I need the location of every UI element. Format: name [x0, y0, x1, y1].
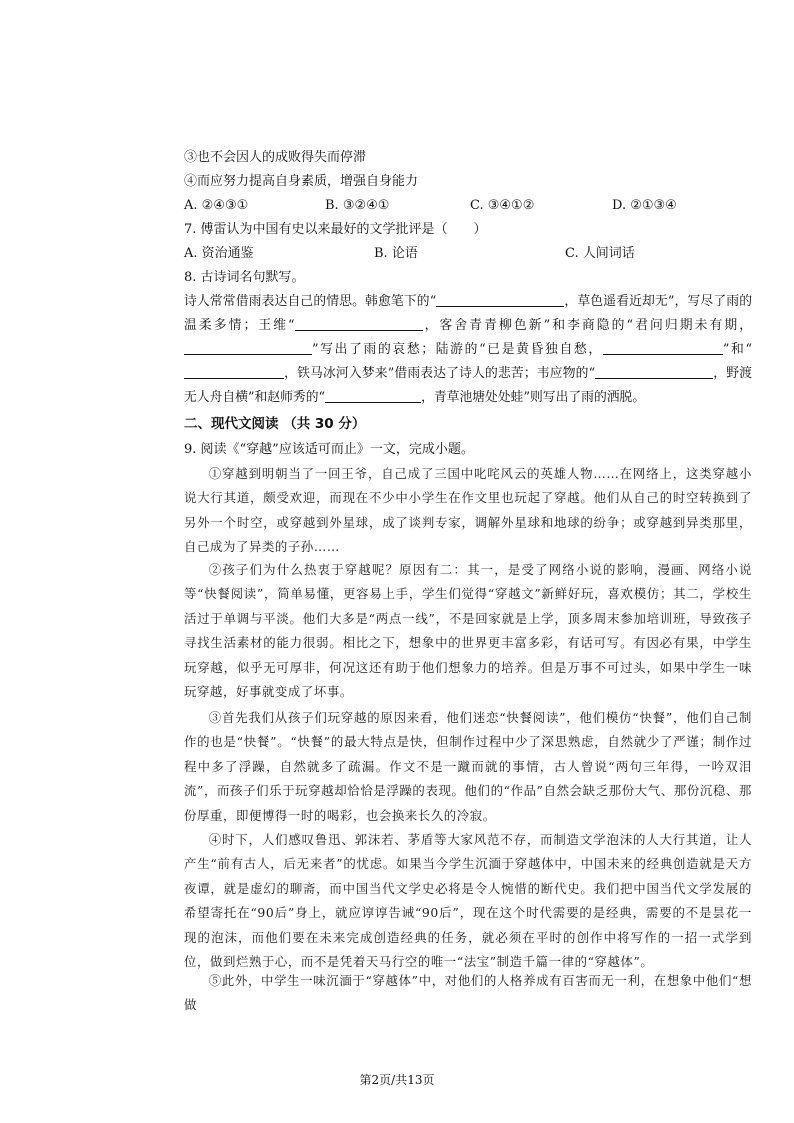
- answer-blank-4[interactable]: [603, 340, 723, 355]
- q6-option-d: D. ②①③④: [612, 198, 677, 213]
- q8-stem: 8. 古诗词名句默写。: [184, 270, 305, 285]
- answer-blank-3[interactable]: [184, 340, 312, 355]
- answer-blank-2[interactable]: [295, 316, 423, 331]
- q6-options: [184, 198, 684, 214]
- q9-paragraph-5: ⑤此外，中学生一味沉湎于“穿越体”中，对他们的人格养成有百害而无一利，在想象中他们“想做: [184, 973, 752, 1013]
- q9-paragraph-2: ②孩子们为什么热衷于穿越呢？原因有二：其一，是受了网络小说的影响，漫画、网络小说等“快餐阅读”，简单易懂，更容易上手，学生们觉得“穿越文”新鲜好玩，喜欢模仿；其二，学校生活过于单调与平淡。他们大多是“两点一线”，不是回家就是上学，顶多周末参加培训班，导致孩子寻找生活素材的能力很弱。相比之下，想象中的世界更丰富多彩，有话可写。有因必有果，中学生玩穿越，似乎无可厚非，何况这还有助于他们想象力的培养。但是万事不可过头，如果中学生一味玩穿越，好事就变成了坏事。: [184, 562, 752, 700]
- q9-paragraph-1: ①穿越到明朝当了一回王爷，自己成了三国中叱咤风云的英雄人物……在网络上，这类穿越小说大行其道，颇受欢迎，而现在不少中小学生在作文里也玩起了穿越。他们从自己的时空转换到了另外一个时空，或穿越到外星球，成了谈判专家，调解外星球和地球的纷争；或穿越到异类那里，自己成为了异类的子孙……: [184, 466, 752, 555]
- page-number-footer: 第2页/共13页: [359, 1073, 435, 1087]
- q7-options: [184, 246, 684, 262]
- q9-paragraph-4: ④时下，人们感叹鲁迅、郭沫若、茅盾等大家风范不存，而制造文学泡沫的人大行其道，让人产生“前有古人，后无来者”的忧虑。如果当今学生沉湎于穿越体中，中国未来的经典创造就是天方夜谭，就是虚幻的聊斋，而中国当代文学史必将是令人惋惜的断代史。我们把中国当代文学发展的希望寄托在“90后”身上，就应谆谆告诫“90后”，现在这个时代需要的是经典，需要的不是昙花一现的泡沫，而他们要在未来完成创造经典的任务，就必须在平时的创作中将写作的一招一式学到位，做到烂熟于心，而不是凭着天马行空的唯一“法宝”制造千篇一律的“穿越体”。: [184, 832, 752, 970]
- q9-paragraph-3: ③首先我们从孩子们玩穿越的原因来看，他们迷恋“快餐阅读”，他们模仿“快餐”，他们自己制作的也是“快餐”。“快餐”的最大特点是快，但制作过程中少了深思熟虑，自然就少了严谨；制作过程中多了浮躁，自然就多了疏漏。作文不是一蹴而就的事情，古人曾说“两句三年得，一吟双泪流”，而孩子们乐于玩穿越却恰恰是浮躁的表现。他们的“作品”自然会缺乏那份大气、那份沉稳、那份厚重，即便博得一时的喝彩，也会换来长久的冷寂。: [184, 710, 752, 823]
- answer-blank-5[interactable]: [184, 364, 284, 379]
- q6-item-3: ③也不会因人的成败得失而停滞: [184, 150, 367, 165]
- q6-option-c: C. ③④①②: [470, 198, 535, 213]
- answer-blank-6[interactable]: [595, 364, 713, 379]
- q7-stem: 7. 傅雷认为中国有史以来最好的文学批评是（ ）: [184, 222, 487, 237]
- q7-option-c: C. 人间词话: [565, 246, 635, 261]
- q8-segment-3: ”写出了雨的哀愁；陆游的“已是黄昏独自愁，: [312, 342, 603, 357]
- q7-option-a: A. 资治通鉴: [184, 246, 254, 261]
- q8-segment-7: ，青草池塘处处蛙”则写出了雨的洒脱。: [421, 390, 646, 405]
- q6-option-b: B. ③②④①: [325, 198, 390, 213]
- q6-option-a: A. ②④③①: [184, 198, 249, 213]
- q8-segment-5: ，铁马冰河入梦来”借雨表达了诗人的悲苦；韦应物的“: [284, 366, 596, 381]
- q8-intro: 诗人常常借雨表达自己的情思。韩愈笔下的“: [184, 294, 437, 309]
- q6-item-4: ④而应努力提高自身素质，增强自身能力: [184, 174, 419, 189]
- section-2-heading: 二、现代文阅读 （共 30 分）: [184, 416, 366, 432]
- answer-blank-1[interactable]: [436, 292, 564, 307]
- q8-segment-4: ”和“: [722, 342, 752, 357]
- q8-segment-6: ，野渡无人舟自横”和赵师秀的“: [184, 366, 752, 405]
- q7-option-b: B. 论语: [374, 246, 418, 261]
- answer-blank-7[interactable]: [325, 388, 421, 403]
- q8-fill-in-text: [184, 290, 752, 410]
- q8-segment-1: ，草色遥看近却无”，写尽了雨的温柔多情；王维“: [184, 294, 752, 333]
- q8-segment-2: ，客舍青青柳色新”和李商隐的“君问归期未有期，: [422, 318, 752, 333]
- q9-stem: 9. 阅读《“穿越”应该适可而止》一文，完成小题。: [184, 442, 474, 457]
